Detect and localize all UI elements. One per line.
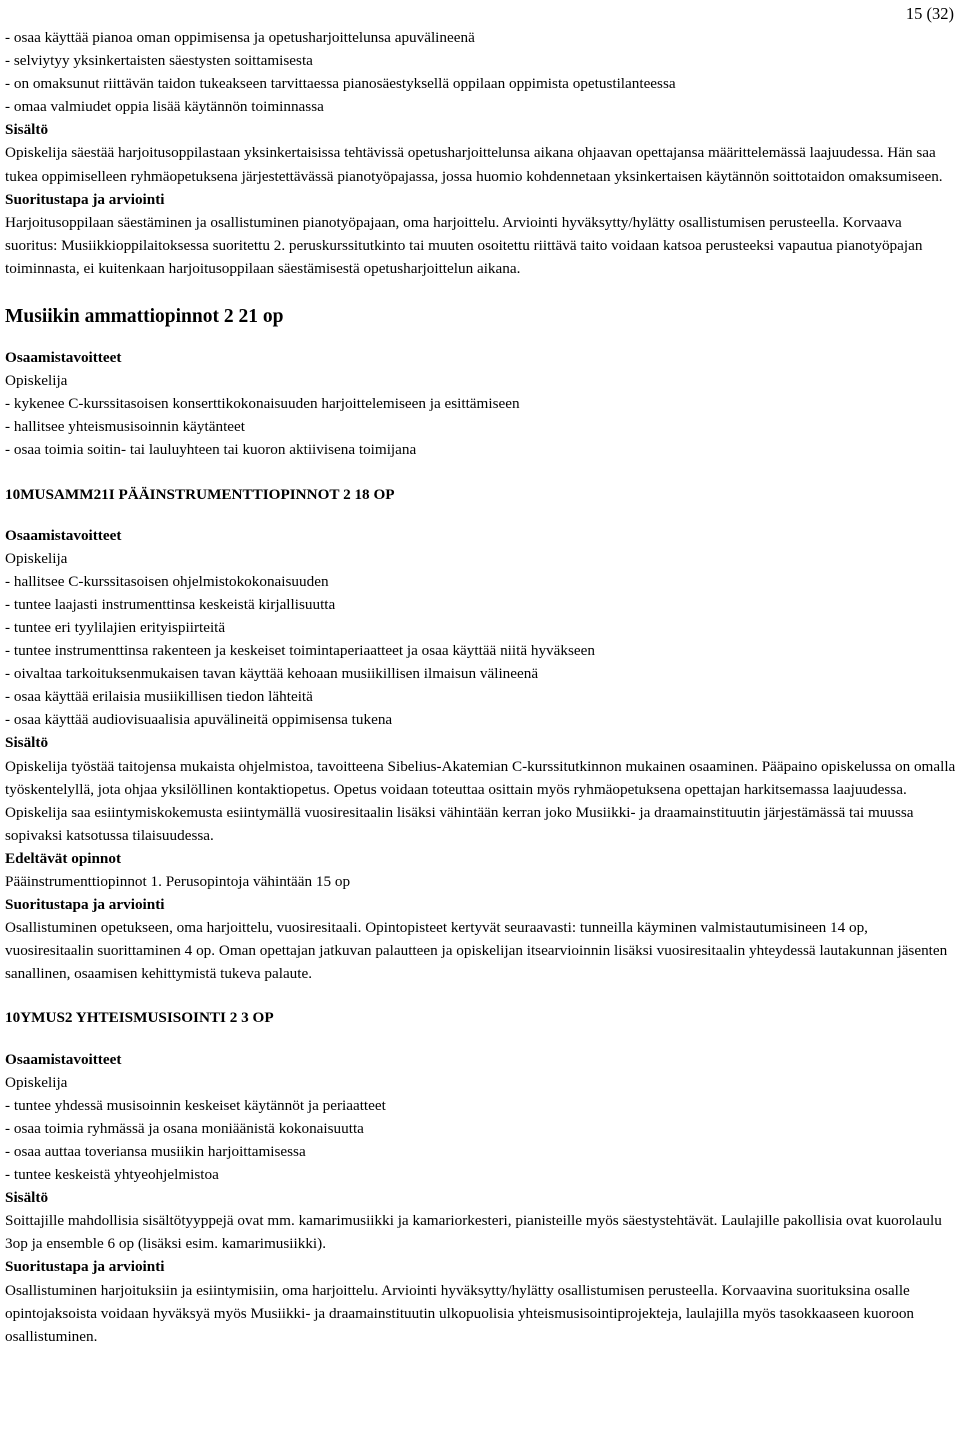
list-item: - osaa toimia ryhmässä ja osana moniäänistä kokonaisuutta [5,1119,364,1137]
list-item: - osaa käyttää erilaisia musiikillisen tiedon lähteitä [5,688,313,706]
sisalto-heading: Sisältö [5,121,49,139]
sisalto-heading: Sisältö [5,1189,49,1207]
list-item: - hallitsee yhteismusisoinnin käytänteet [5,418,245,436]
list-item: - osaa toimia soitin- tai lauluyhteen tai kuoron aktiivisena toimijana [5,441,417,459]
suoritustapa-paragraph: Harjoitusoppilaan säestäminen ja osallistuminen pianotyöpajaan, oma harjoittelu. Arviointi hyväksytty/hylätty osallistumisen perusteella. Korvaava suoritus: Musiikkioppilaitoksessa suoritettu 2. peruskurssitutkinto tai muuten osoitettu riittävä taito voidaan katsoa perusteeksi vapautua pianotyöpajan toiminnasta, ei kuitenkaan harjoitusoppilaan säestämisestä opetusharjoittelun aikana. [5,213,923,277]
osaamistavoitteet-heading: Osaamistavoitteet [5,526,122,544]
suoritustapa-heading: Suoritustapa ja arviointi [5,896,165,914]
list-item: - oivaltaa tarkoituksenmukaisen tavan käyttää kehoaan musiikillisen ilmaisun välineenä [5,665,539,683]
document-body [5,26,957,1348]
page-number: 15 (32) [905,4,954,23]
list-item: - on omaksunut riittävän taidon tukeakseen tarvittaessa pianosäestyksellä oppilaan oppimista opetustilanteessa [5,75,676,93]
list-item: - osaa käyttää pianoa oman oppimisensa ja opetusharjoittelunsa apuvälineenä [5,29,475,46]
list-item: - hallitsee C-kurssitasoisen ohjelmistokokonaisuuden [5,572,329,590]
suoritustapa-paragraph: Osallistuminen harjoituksiin ja esiintymisiin, oma harjoittelu. Arviointi hyväksytty/hylätty osallistumisen perusteella. Korvaavina suorituksina osalle opintojaksoista voidaan hyväksyä myös Musiikki- ja draamainstituutin ulkopuolisia yhteismusisointiprojekteja, laulajilla myös tasokkaaseen kuoroon osallistuminen. [5,1281,915,1345]
list-item: - tuntee instrumenttinsa rakenteen ja keskeiset toimintaperiaatteet ja osaa käyttää niitä hyväkseen [5,642,595,660]
list-item: - tuntee eri tyylilajien erityispiirteitä [5,618,226,636]
osaamistavoitteet-heading: Osaamistavoitteet [5,349,122,367]
sisalto-heading: Sisältö [5,734,49,752]
course-title: 10YMUS2 YHTEISMUSISOINTI 2 3 OP [5,1009,274,1027]
list-item: - tuntee keskeistä yhtyeohjelmistoa [5,1166,219,1184]
sisalto-paragraph: Opiskelija säestää harjoitusoppilastaan yksinkertaisissa tehtävissä opetusharjoittelunsa aikana ohjaavan opettajansa määrittelemässä laajuudessa. Hän saa tukea oppimiselleen ryhmäopetuksena järjestettävässä pianotyöpajassa, jossa huomio kohdennetaan yksinkertaisen käytännön soittotaidon omaksumiseen. [5,144,943,185]
suoritustapa-paragraph: Osallistuminen opetukseen, oma harjoittelu, vuosiresitaali. Opintopisteet kertyvät seuraavasti: tunneilla käyminen valmistautumisineen 14 op, vuosiresitaalin suorittaminen 4 op. Oman opettajan jatkuvan palautteen ja opiskelijan itsearvioinnin lisäksi vuosiresitaalin yhteydessä lautakunnan jäsenten sanallinen, osaamisen kehittymistä tukeva palaute. [5,919,948,983]
course-title: 10MUSAMM21I PÄÄINSTRUMENTTIOPINNOT 2 18 OP [5,485,395,503]
edeltavat-opinnot-heading: Edeltävät opinnot [5,849,122,867]
osaamistavoitteet-heading: Osaamistavoitteet [5,1050,122,1068]
opiskelija-label: Opiskelija [5,549,68,567]
section-title: Musiikin ammattiopinnot 2 21 op [5,306,284,328]
sisalto-paragraph: Opiskelija työstää taitojensa mukaista ohjelmistoa, tavoitteena Sibelius-Akatemian C-kurssitutkinnon mukainen osaaminen. Pääpaino opiskelussa on omalla työskentelyllä, jota ohjaa yksilöllinen kontaktiopetus. Opetus voidaan toteuttaa osittain myös ryhmäopetuksena opettajan harkitsemassa laajuudessa. Opiskelija saa esiintymiskokemusta esiintymällä vuosiresitaalin lisäksi vähintään kerran joko Musiikki- ja draamainstituutin järjestämässä tai muussa sopivaksi katsotussa tilaisuudessa. [5,757,956,844]
sisalto-paragraph: Soittajille mahdollisia sisältötyyppejä ovat mm. kamarimusiikki ja kamariorkesteri, pianisteille myös säestystehtävät. Laulajille pakollisia ovat kuorolaulu 3op ja ensemble 6 op (lisäksi esim. kamarimusiikki). [5,1212,942,1253]
opiskelija-label: Opiskelija [5,372,68,390]
suoritustapa-heading: Suoritustapa ja arviointi [5,1258,165,1276]
list-item: - osaa käyttää audiovisuaalisia apuvälineitä oppimisensa tukena [5,711,393,729]
list-item: - tuntee laajasti instrumenttinsa keskeistä kirjallisuutta [5,595,336,613]
list-item: - kykenee C-kurssitasoisen konserttikokonaisuuden harjoittelemiseen ja esittämiseen [5,395,520,413]
list-item: - tuntee yhdessä musisoinnin keskeiset käytännöt ja periaatteet [5,1096,386,1114]
edeltavat-opinnot-text: Pääinstrumenttiopinnot 1. Perusopintoja vähintään 15 op [5,873,351,890]
list-item: - osaa auttaa toveriansa musiikin harjoittamisessa [5,1142,306,1160]
opiskelija-label: Opiskelija [5,1073,68,1091]
suoritustapa-heading: Suoritustapa ja arviointi [5,190,165,208]
list-item: - selviytyy yksinkertaisten säestysten soittamisesta [5,52,313,70]
list-item: - omaa valmiudet oppia lisää käytännön toiminnassa [5,98,324,116]
